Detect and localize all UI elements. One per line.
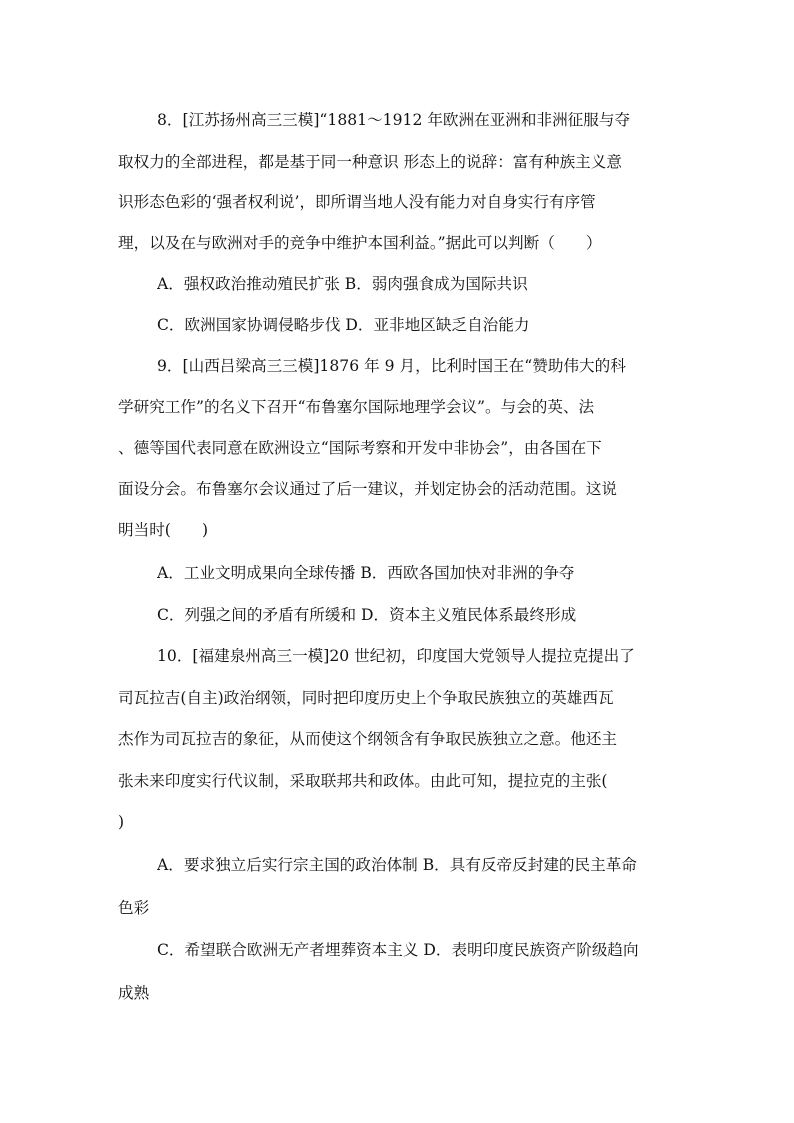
q9-stem-line-4: 面设分会。布鲁塞尔会议通过了后一建议，并划定协会的活动范围。这说 [118,480,618,498]
q9-options-cd: C．列强之间的矛盾有所缓和 D．资本主义殖民体系最终形成 [157,606,577,624]
q10-options-cd: C．希望联合欧洲无产者埋葬资本主义 D．表明印度民族资产阶级趋向 [157,941,639,959]
q10-stem-line-1: 10．[福建泉州高三一模]20 世纪初，印度国大党领导人提拉克提出了 [157,647,635,665]
q10-stem-line-3: 杰作为司瓦拉吉的象征，从而使这个纲领含有争取民族独立之意。他还主 [118,730,618,748]
q9-stem-line-3: 、德等国代表同意在欧洲设立“国际考察和开发中非协会”，由各国在下 [118,439,602,457]
q10-options-ab: A．要求独立后实行宗主国的政治体制 B．具有反帝反封建的民主革命 [157,856,637,874]
q8-options-ab: A．强权政治推动殖民扩张 B．弱肉强食成为国际共识 [157,275,528,293]
q9-options-ab: A．工业文明成果向全球传播 B．西欧各国加快对非洲的争夺 [157,564,575,582]
q10-options-ab-continued: 色彩 [118,899,150,917]
q8-stem-line-3: 识形态色彩的‘强者权利说’，即所谓当地人没有能力对自身实行有序管 [118,193,596,211]
q10-stem-line-5: ) [118,813,125,831]
q10-stem-line-4: 张未来印度实行代议制，采取联邦共和政体。由此可知，提拉克的主张( [118,772,608,790]
q8-stem-line-2: 取权力的全部进程，都是基于同一种意识 形态上的说辞：富有种族主义意 [118,153,622,171]
q10-stem-line-2: 司瓦拉吉(自主)政治纲领，同时把印度历史上个争取民族独立的英雄西瓦 [118,689,614,707]
q8-stem-line-1: 8．[江苏扬州高三三模]“1881～1912 年欧洲在亚洲和非洲征服与夺 [157,111,631,129]
q8-options-cd: C．欧洲国家协调侵略步伐 D．亚非地区缺乏自治能力 [157,316,530,334]
q9-stem-line-2: 学研究工作”的名义下召开“布鲁塞尔国际地理学会议”。与会的英、法 [118,398,595,416]
q9-stem-line-1: 9．[山西吕梁高三三模]1876 年 9 月，比利时国王在“赞助伟大的科 [157,357,626,375]
q8-stem-line-4: 理，以及在与欧洲对手的竞争中维护本国利益。”据此可以判断（ ） [118,234,602,252]
q9-stem-line-5: 明当时( ) [118,521,209,539]
q10-options-cd-continued: 成熟 [118,984,150,1002]
